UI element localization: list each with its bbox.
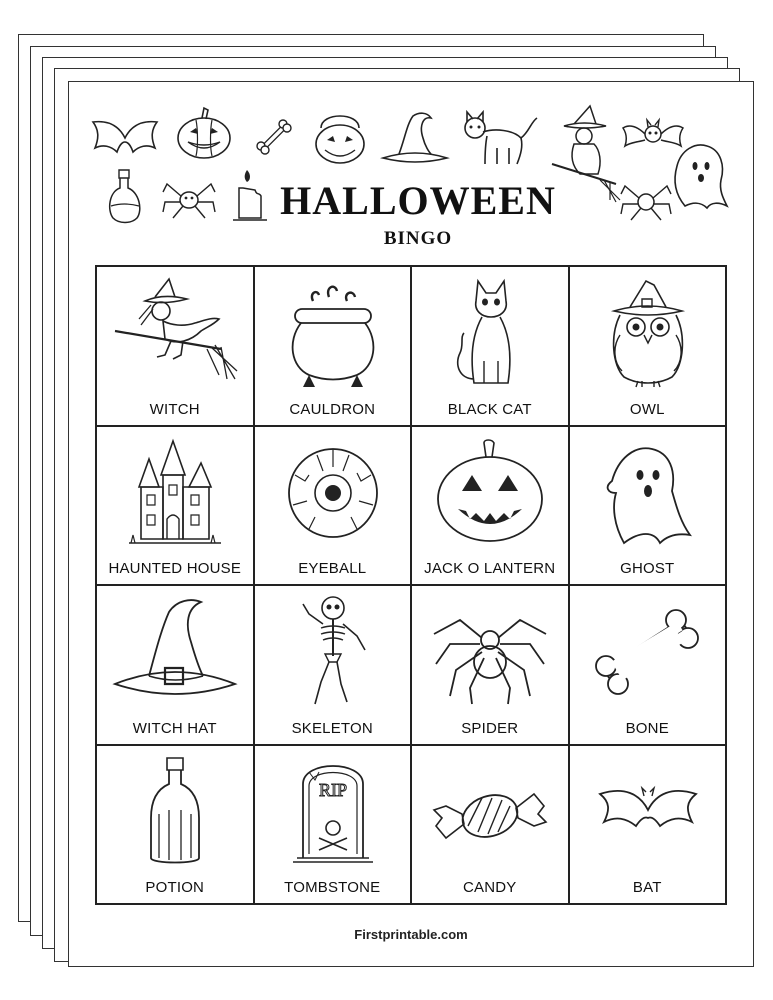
- cell-label: JACK O LANTERN: [424, 560, 556, 577]
- cell-label: EYEBALL: [298, 560, 367, 577]
- cell-label: WITCH: [149, 400, 200, 418]
- bingo-cell-potion[interactable]: [96, 745, 254, 905]
- cell-label: SKELETON: [291, 719, 373, 737]
- bingo-cell-black-cat[interactable]: [411, 266, 569, 426]
- cell-label: GHOST: [620, 560, 675, 577]
- owl-icon: [584, 275, 712, 393]
- witch-hat-icon: [111, 594, 239, 712]
- bat-icon: [584, 754, 712, 872]
- potion-icon: [103, 166, 145, 226]
- cell-label: BONE: [625, 719, 669, 737]
- bingo-cell-bone[interactable]: [569, 585, 727, 745]
- cell-label: OWL: [629, 400, 665, 418]
- pumpkin-icon: [174, 104, 234, 162]
- bone-icon: [255, 116, 295, 156]
- spider-icon: [161, 176, 217, 222]
- candy-bucket-icon: [309, 108, 371, 166]
- bingo-card-page: [68, 81, 754, 967]
- bingo-cell-eyeball[interactable]: [254, 426, 412, 586]
- bone-icon: [584, 594, 712, 712]
- cell-label: WITCH HAT: [132, 719, 217, 737]
- page-subtitle: BINGO: [383, 228, 453, 249]
- cell-label: TOMBSTONE: [284, 879, 381, 896]
- bingo-cell-tombstone[interactable]: [254, 745, 412, 905]
- cell-label: HAUNTED HOUSE: [108, 560, 242, 577]
- ghost-icon: [667, 136, 729, 212]
- bingo-cell-haunted-house[interactable]: [96, 426, 254, 586]
- eyeball-icon: [269, 435, 397, 553]
- cell-label: BLACK CAT: [447, 400, 532, 418]
- skeleton-icon: [269, 594, 397, 712]
- page-title: HALLOWEEN: [280, 178, 556, 223]
- bingo-cell-witch-hat[interactable]: [96, 585, 254, 745]
- witch-hat-icon: [379, 108, 451, 168]
- bingo-cell-candy[interactable]: [411, 745, 569, 905]
- bingo-cell-spider[interactable]: [411, 585, 569, 745]
- potion-icon: [111, 754, 239, 872]
- cell-label: CAULDRON: [289, 400, 376, 418]
- bat-icon: [89, 108, 161, 164]
- cell-label: SPIDER: [461, 719, 519, 737]
- tombstone-icon: [269, 754, 397, 872]
- bingo-grid: [95, 265, 727, 905]
- haunted-house-icon: [111, 435, 239, 553]
- candle-icon: [229, 166, 269, 224]
- footer-site: Firstprintable.com: [354, 927, 468, 942]
- bingo-cell-jack-o-lantern[interactable]: [411, 426, 569, 586]
- bingo-cell-witch[interactable]: [96, 266, 254, 426]
- spider-icon: [619, 178, 673, 224]
- cell-label: BAT: [632, 879, 662, 896]
- bingo-cell-owl[interactable]: [569, 266, 727, 426]
- bingo-cell-ghost[interactable]: [569, 426, 727, 586]
- spider-icon: [426, 594, 554, 712]
- cat-icon: [426, 275, 554, 393]
- bingo-cell-skeleton[interactable]: [254, 585, 412, 745]
- cell-label: CANDY: [462, 879, 517, 896]
- ghost-icon: [584, 435, 712, 553]
- cat-icon: [459, 110, 543, 170]
- svg-text:RIP: RIP: [318, 779, 347, 800]
- bingo-cell-bat[interactable]: [569, 745, 727, 905]
- candy-icon: [426, 754, 554, 872]
- jack-o-lantern-icon: [426, 435, 554, 553]
- cell-label: POTION: [145, 879, 205, 896]
- cauldron-icon: [269, 275, 397, 393]
- bingo-cell-cauldron[interactable]: [254, 266, 412, 426]
- witch-icon: [111, 275, 239, 393]
